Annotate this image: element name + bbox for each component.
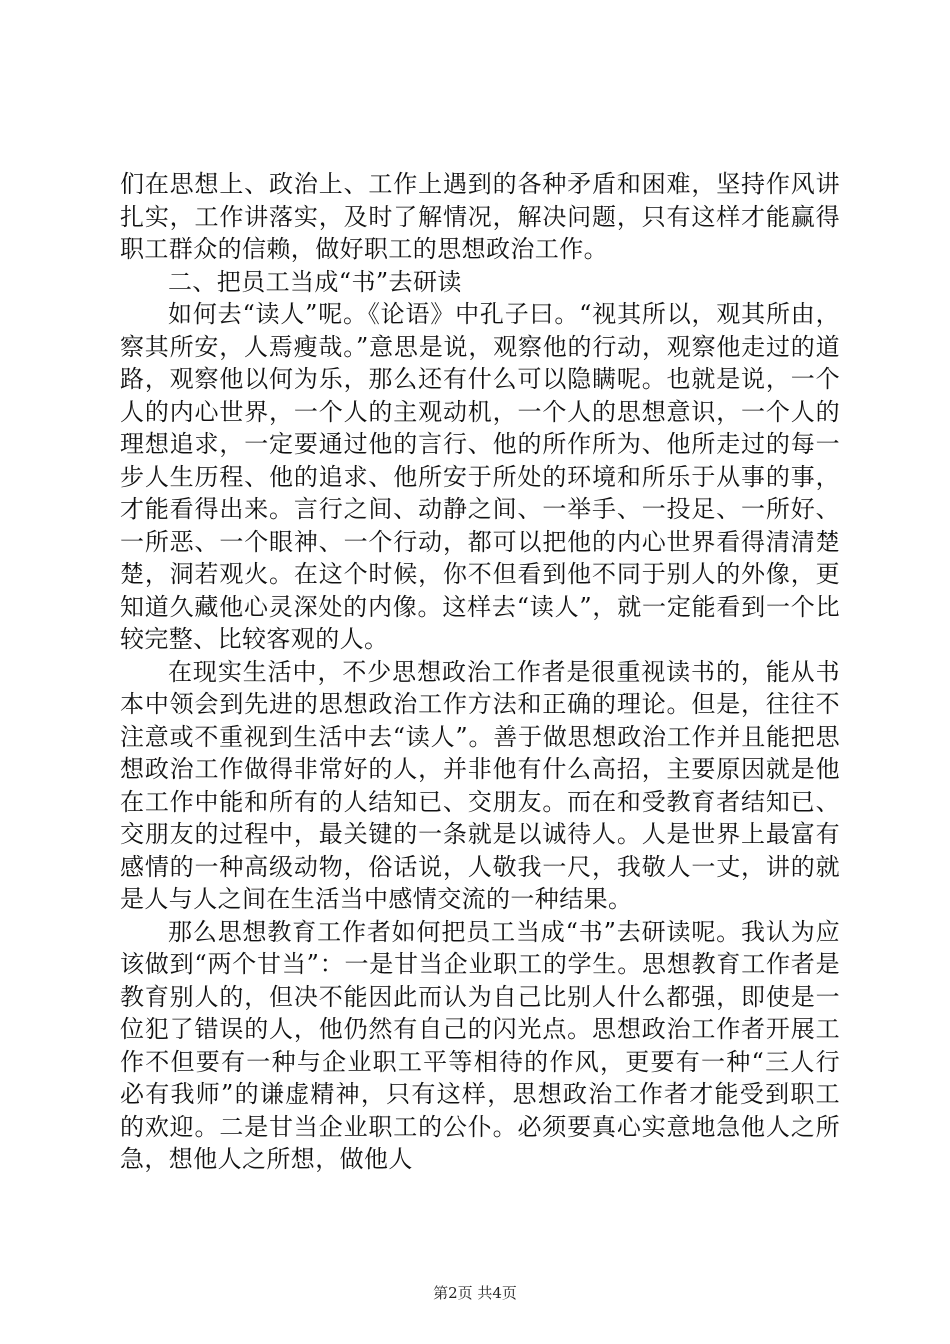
paragraph: 如何去“读人”呢。《论语》中孔子曰。“视其所以，观其所由，察其所安，人焉瘦哉。”意思是说，观察他的行动，观察他走过的道路，观察他以何为乐，那么还有什么可以隐瞒呢。也就是说，一个人的内心世界，一个人的主观动机，一个人的思想意识，一个人的理想追求，一定要通过他的言行、他的所作所为、他所走过的每一步人生历程、他的追求、他所安于所处的环境和所乐于从事的事，才能看得出来。言行之间、动静之间、一举手、一投足、一所好、一所恶、一个眼神、一个行动，都可以把他的内心世界看得清清楚楚，洞若观火。在这个时候，你不但看到他不同于别人的外像，更知道久藏他心灵深处的内像。这样去“读人”，就一定能看到一个比较完整、比较客观的人。 [120,300,840,653]
paragraph: 在现实生活中，不少思想政治工作者是很重视读书的，能从书本中领会到先进的思想政治工作方法和正确的理论。但是，往往不注意或不重视到生活中去“读人”。善于做思想政治工作并且能把思想政治工作做得非常好的人，并非他有什么高招，主要原因就是他在工作中能和所有的人结知已、交朋友。而在和受教育者结知已、交朋友的过程中，最关键的一条就是以诚待人。人是世界上最富有感情的一种高级动物，俗话说，人敬我一尺，我敬人一丈，讲的就是人与人之间在生活当中感情交流的一种结果。 [120,657,840,913]
page-number-footer: 第2页 共4页 [433,1284,517,1302]
document-body [120,168,840,1176]
paragraph: 那么思想教育工作者如何把员工当成“书”去研读呢。我认为应该做到“两个甘当”：一是甘当企业职工的学生。思想教育工作者是教育别人的，但决不能因此而认为自己比别人什么都强，即使是一位犯了错误的人，他仍然有自己的闪光点。思想政治工作者开展工作不但要有一种与企业职工平等相待的作风，更要有一种“三人行必有我师”的谦虚精神，只有这样，思想政治工作者才能受到职工的欢迎。二是甘当企业职工的公仆。必须要真心实意地急他人之所急，想他人之所想，做他人 [120,917,840,1173]
section-heading: 二、把员工当成“书”去研读 [168,267,462,296]
paragraph-continuation: 们在思想上、政治上、工作上遇到的各种矛盾和困难，坚持作风讲扎实，工作讲落实，及时了解情况，解决问题，只有这样才能赢得职工群众的信赖，做好职工的思想政治工作。 [120,170,840,263]
